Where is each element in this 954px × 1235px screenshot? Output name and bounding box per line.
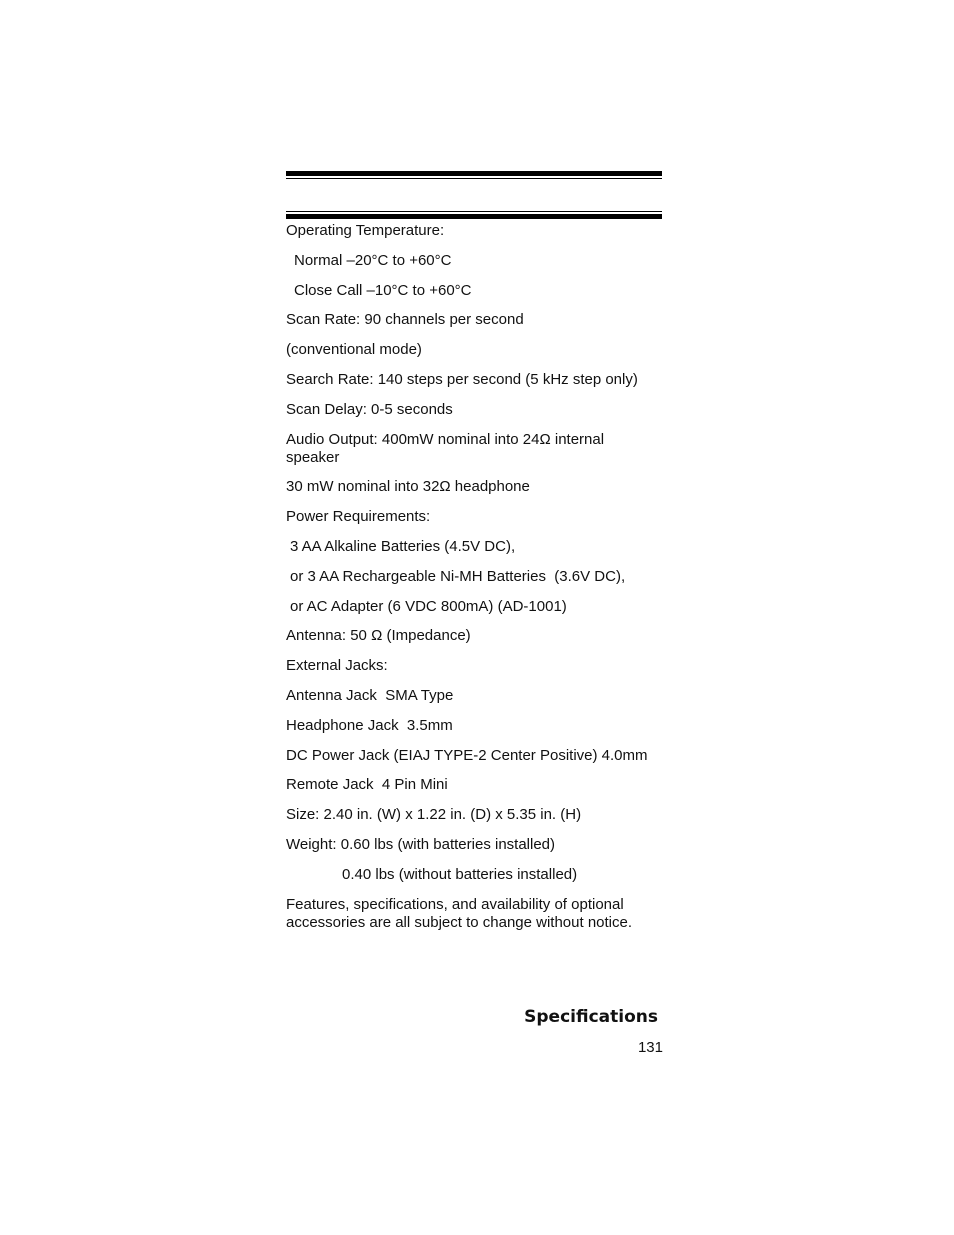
spec-line: or 3 AA Rechargeable Ni-MH Batteries (3.6V DC), bbox=[290, 567, 626, 585]
spec-line: Scan Delay: 0-5 seconds bbox=[286, 400, 453, 418]
spec-line: Features, specifications, and availability of optional accessories are all subject to change without notice. bbox=[286, 895, 633, 931]
spec-line: Search Rate: 140 steps per second (5 kHz step only) bbox=[286, 370, 638, 388]
spec-line: Headphone Jack 3.5mm bbox=[286, 716, 453, 734]
spec-line: DC Power Jack (EIAJ TYPE-2 Center Positive) 4.0mm bbox=[286, 746, 648, 764]
spec-line: 30 mW nominal into 32Ω headphone bbox=[286, 478, 530, 496]
spec-line: Power Requirements: bbox=[286, 508, 431, 526]
section-title: Specifications bbox=[524, 1007, 658, 1027]
header-rule-bottom bbox=[286, 211, 662, 219]
spec-line: Close Call –10°C to +60°C bbox=[294, 281, 472, 299]
spec-line: Operating Temperature: bbox=[286, 222, 445, 239]
spec-line: Antenna Jack SMA Type bbox=[286, 686, 454, 704]
spec-line: Scan Rate: 90 channels per second bbox=[286, 311, 524, 329]
thin-rule bbox=[286, 178, 662, 179]
spec-line: or AC Adapter (6 VDC 800mA) (AD-1001) bbox=[290, 597, 567, 615]
spec-line: (conventional mode) bbox=[286, 341, 422, 359]
spec-line: Antenna: 50 Ω (Impedance) bbox=[286, 627, 471, 645]
spec-line: Weight: 0.60 lbs (with batteries installed) bbox=[286, 835, 556, 853]
spec-line: Normal –20°C to +60°C bbox=[294, 251, 452, 269]
thin-rule bbox=[286, 211, 662, 212]
spec-line: Remote Jack 4 Pin Mini bbox=[286, 776, 448, 794]
header-rule-top bbox=[286, 171, 662, 179]
spec-line: External Jacks: bbox=[286, 657, 388, 675]
spec-line: Audio Output: 400mW nominal into 24Ω internal speaker bbox=[286, 430, 609, 466]
spec-line: 3 AA Alkaline Batteries (4.5V DC), bbox=[290, 537, 516, 555]
specifications-list bbox=[286, 222, 658, 943]
thick-rule bbox=[286, 214, 662, 219]
page-number: 131 bbox=[637, 1039, 663, 1056]
spec-line: 0.40 lbs (without batteries installed) bbox=[342, 865, 578, 883]
spec-line: Size: 2.40 in. (W) x 1.22 in. (D) x 5.35 in. (H) bbox=[286, 806, 582, 824]
thick-rule bbox=[286, 171, 662, 176]
